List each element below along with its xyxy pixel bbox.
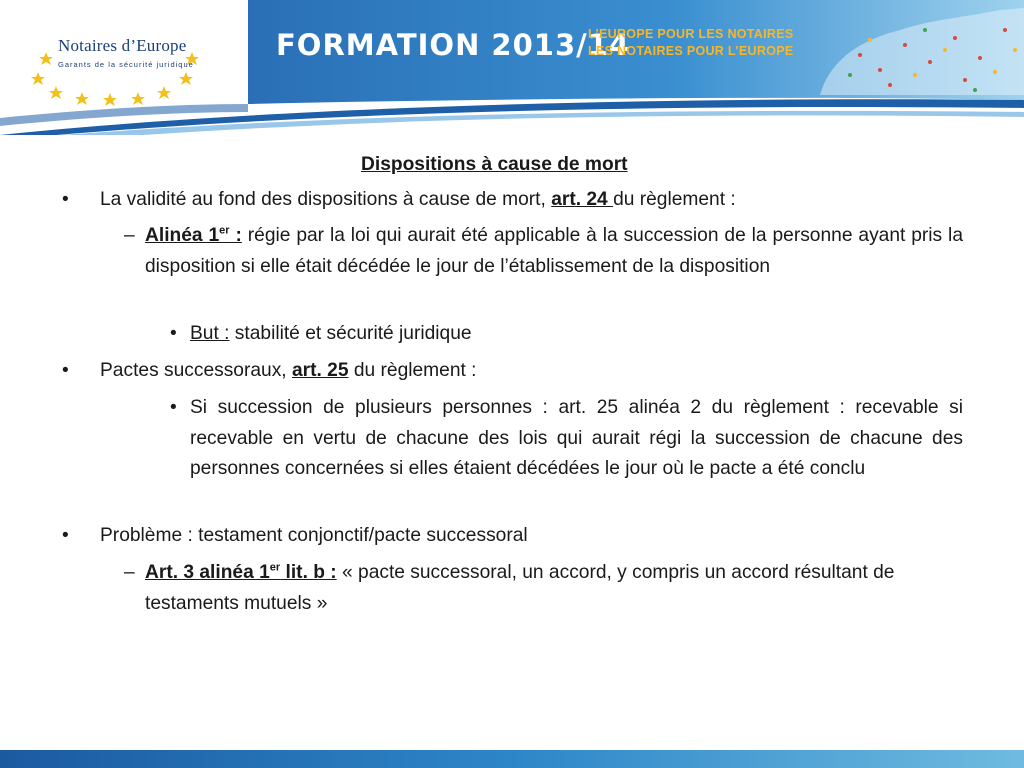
bullet-marker: • (62, 525, 69, 546)
notaires-logo (24, 22, 214, 112)
item-text-after: du règlement : (613, 189, 736, 210)
item-text: stabilité et sécurité juridique (229, 323, 472, 344)
item-text: régie par la loi qui aurait été applicable à la succession de la personne ayant pris la disposition si elle était décédée le jour de l’établissement de la disposition (145, 225, 963, 277)
footer-bar (0, 750, 1024, 768)
dash-marker: – (124, 225, 135, 246)
but-label: But : (190, 323, 230, 344)
article-reference: Art. 3 alinéa 1er lit. b : (145, 561, 337, 583)
bullet-marker: • (170, 397, 177, 418)
tagline-line-1: L’EUROPE POUR LES NOTAIRES (588, 27, 794, 41)
logo-subtitle: Garants de la sécurité juridique (58, 60, 194, 69)
alinea-label: Alinéa 1er : (145, 224, 242, 246)
item-text: Si succession de plusieurs personnes : art. 25 alinéa 2 du règlement : recevable si recevable en vertu de chacune des lois qui aurait régi la succession de chacune des personnes concernées si elles étaient décédées le jour où le pacte a été conclu (190, 397, 963, 479)
item-text: Pactes successoraux, (100, 360, 292, 381)
dash-marker: – (124, 562, 135, 583)
slide-header (0, 0, 1024, 135)
tagline-line-2: LES NOTAIRES POUR L’EUROPE (588, 44, 794, 58)
item-text-after: du règlement : (348, 360, 477, 381)
article-reference: art. 24 (551, 189, 614, 210)
formation-title: FORMATION 2013/14 (276, 28, 631, 62)
item-text: Problème : testament conjonctif/pacte successoral (100, 525, 528, 546)
bullet-marker: • (62, 189, 69, 210)
item-text: La validité au fond des dispositions à cause de mort, (100, 189, 552, 210)
article-reference: art. 25 (291, 360, 349, 381)
bullet-marker: • (62, 360, 69, 381)
logo-title: Notaires d’Europe (58, 36, 187, 55)
item-text: « pacte successoral, un accord, y compris un accord résultant de testaments mutuels » (145, 562, 895, 614)
bullet-marker: • (170, 323, 177, 344)
slide-title: Dispositions à cause de mort (361, 154, 628, 175)
